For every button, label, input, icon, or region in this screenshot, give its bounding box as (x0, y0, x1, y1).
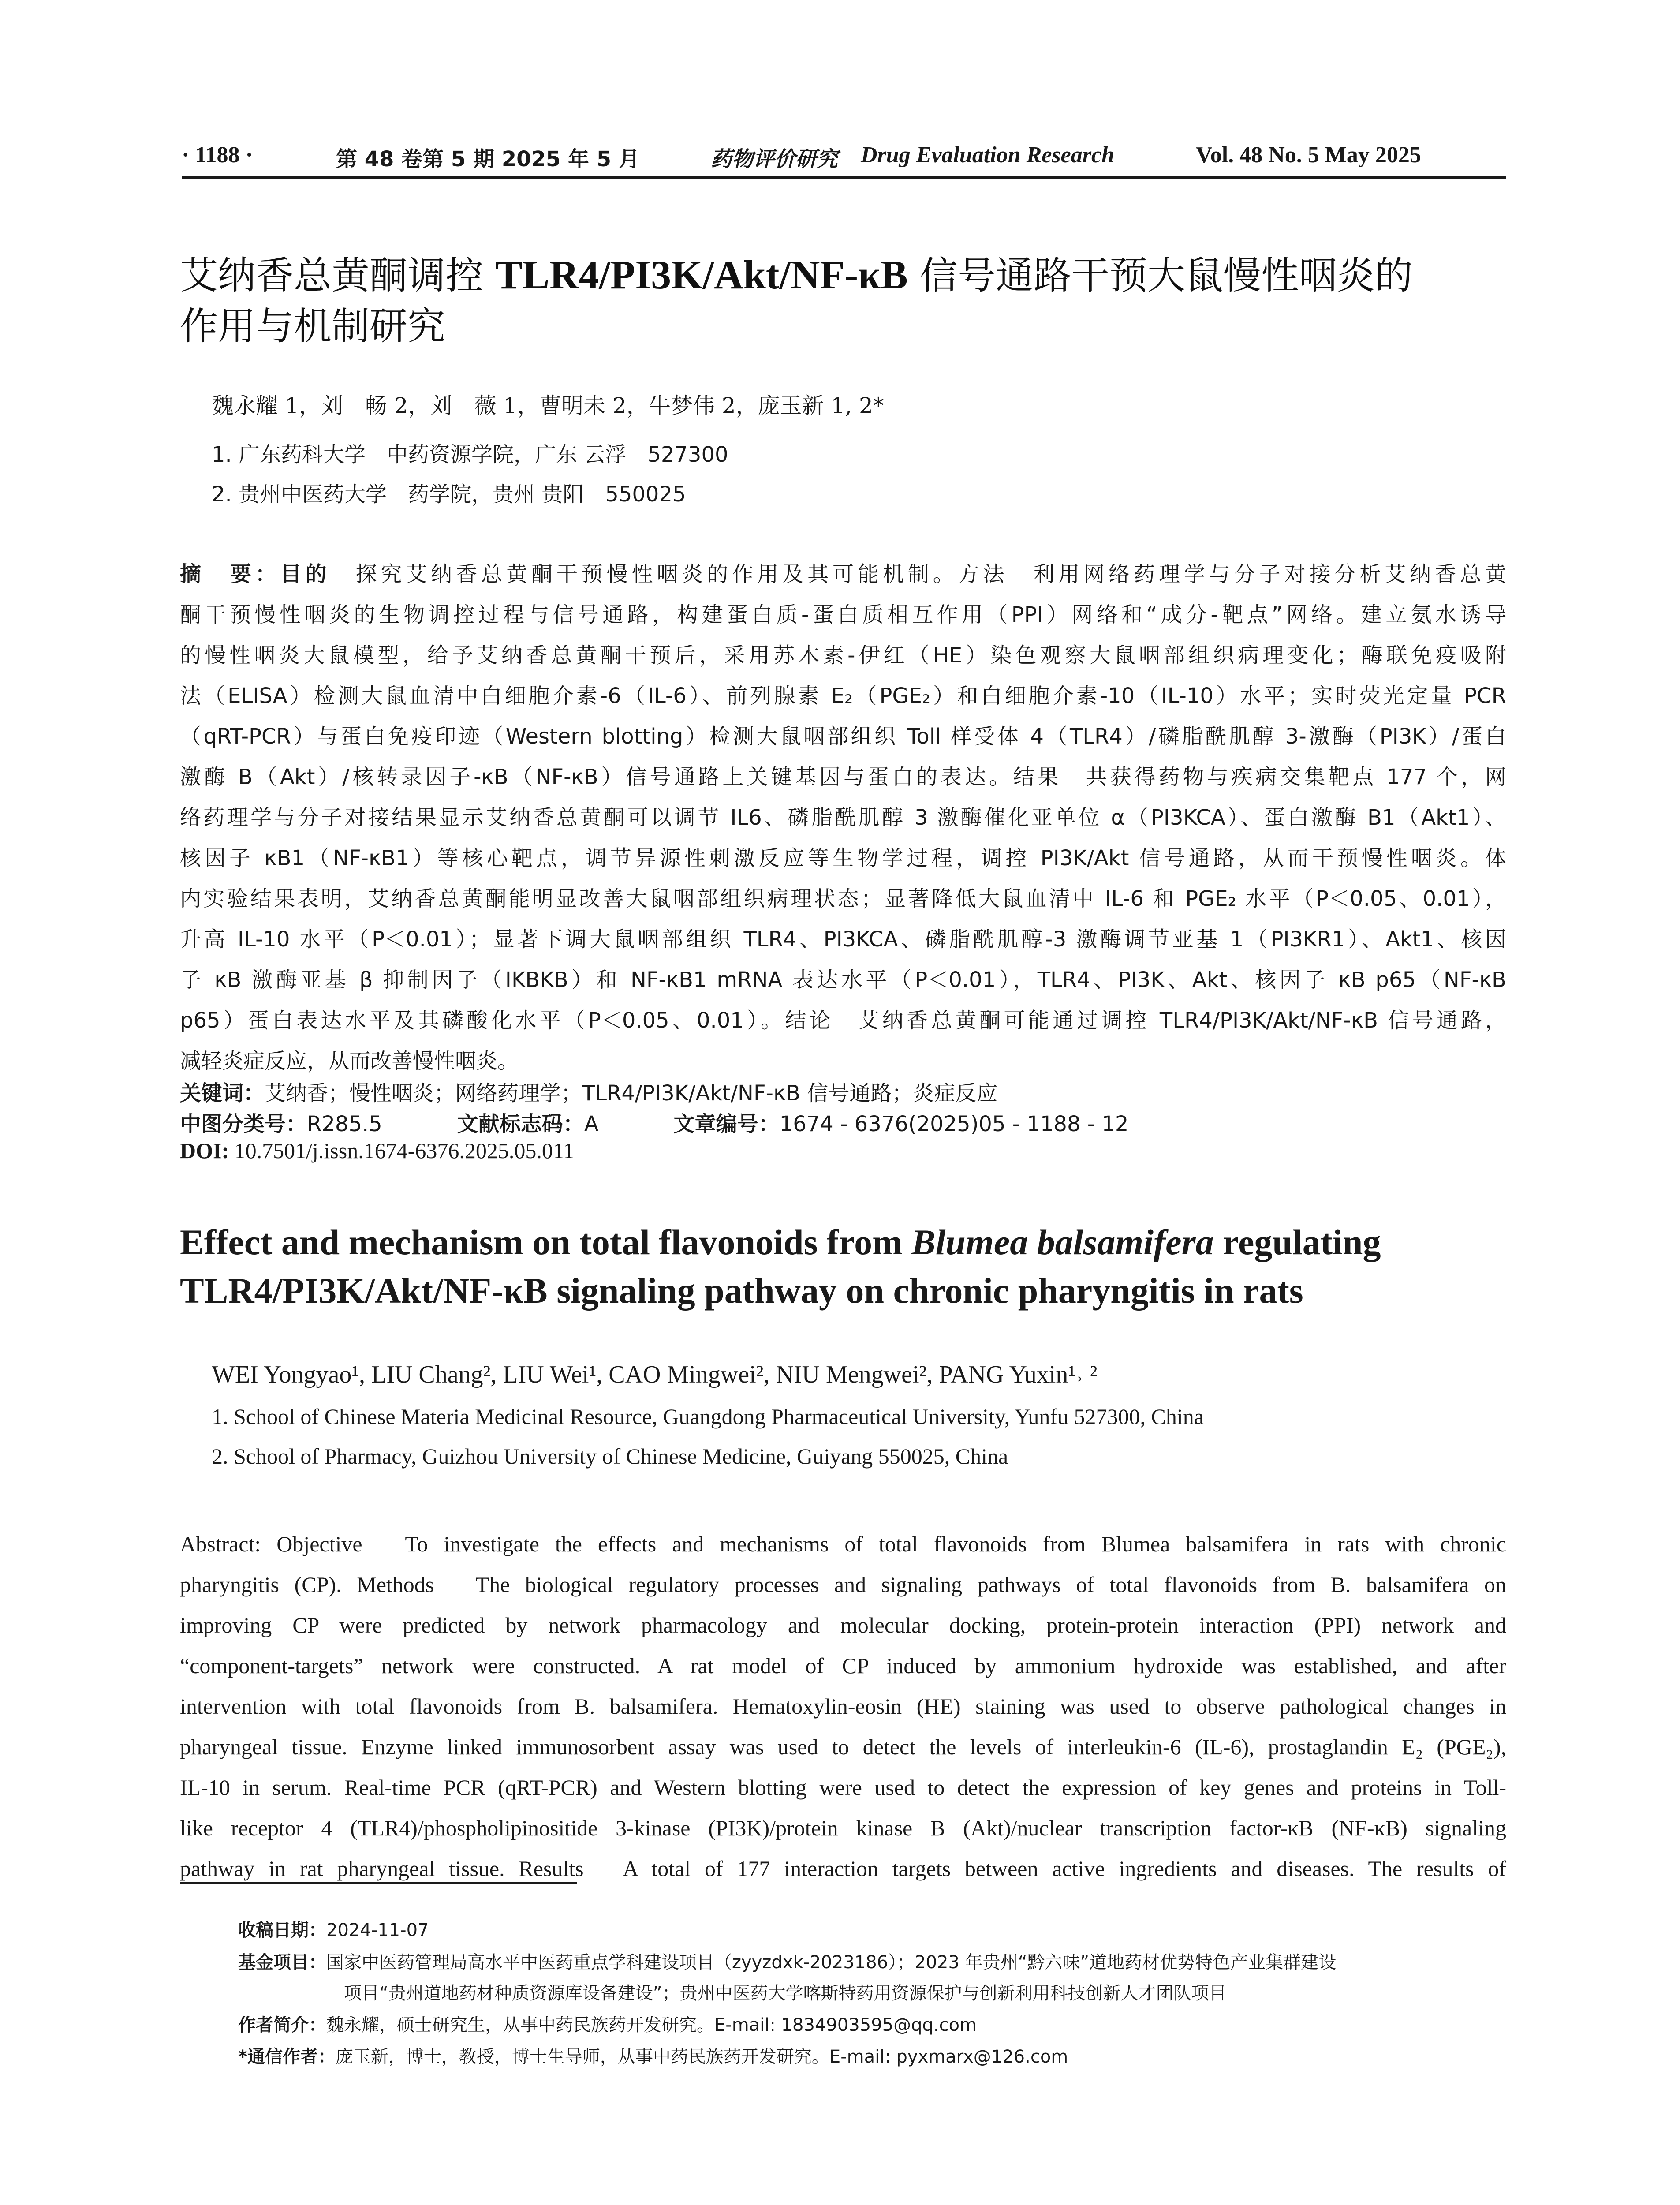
cn-affiliation-1: 1. 广东药科大学 中药资源学院，广东 云浮 527300 (212, 442, 728, 467)
journal-logo-cn: 药物评价研究 (711, 147, 838, 172)
cn-title-line-2: 作用与机制研究 (180, 304, 445, 348)
page-number: · 1188 · (182, 142, 253, 168)
footnote-funding-cont: 项目“贵州道地药材种质资源库设备建设”；贵州中医药大学喀斯特药用资源保护与创新利用科技创新人才团队项目 (344, 1983, 1227, 2003)
footnote-rule (180, 1882, 577, 1884)
cn-abstract-line: 激酶 B（Akt）/核转录因子-κB（NF-κB）信号通路上关键基因与蛋白的表达。结果 共获得药物与疾病交集靶点 177 个，网 (180, 765, 1506, 789)
running-header (182, 142, 1506, 172)
en-abstract-line: “component-targets” network were constructed. A rat model of CP induced by ammonium hydroxide was established, and after (180, 1653, 1506, 1678)
footnote-author-bio: 作者简介：魏永耀，硕士研究生，从事中药民族药开发研究。E-mail: 1834903595@qq.com (238, 2015, 977, 2035)
footnote-corresponding: *通信作者：庞玉新，博士，教授，博士生导师，从事中药民族药开发研究。E-mail: pyxmarx@126.com (238, 2047, 1068, 2067)
cn-affiliation-2: 2. 贵州中医药大学 药学院，贵州 贵阳 550025 (212, 482, 686, 507)
cn-abstract-line: p65）蛋白表达水平及其磷酸化水平（P＜0.05、0.01）。结论 艾纳香总黄酮可能通过调控 TLR4/PI3K/Akt/NF-κB 信号通路， (180, 1008, 1506, 1033)
cn-keywords: 关键词：艾纳香；慢性咽炎；网络药理学；TLR4/PI3K/Akt/NF-κB 信号通路；炎症反应 (180, 1081, 998, 1106)
cn-abstract-line: 核因子 κB1（NF-κB1）等核心靶点，调节异源性刺激反应等生物学过程，调控 PI3K/Akt 信号通路，从而干预慢性咽炎。体 (180, 846, 1506, 871)
cn-abstract-line: 摘 要：目的 探究艾纳香总黄酮干预慢性咽炎的作用及其可能机制。方法 利用网络药理学与分子对接分析艾纳香总黄 (180, 562, 1506, 587)
cn-authors: 魏永耀 1，刘 畅 2，刘 薇 1，曹明未 2，牛梦伟 2，庞玉新 1, 2* (212, 393, 884, 419)
en-affiliation-1: 1. School of Chinese Materia Medicinal Resource, Guangdong Pharmaceutical University, Yunfu 527300, China (212, 1404, 1204, 1429)
cn-classification: 中图分类号：R285.5 文献标志码：A 文章编号：1674 - 6376(2025)05 - 1188 - 12 (180, 1112, 1129, 1136)
cn-abstract-line: （qRT-PCR）与蛋白免疫印迹（Western blotting）检测大鼠咽部组织 Toll 样受体 4（TLR4）/磷脂酰肌醇 3-激酶（PI3K）/蛋白 (180, 724, 1506, 749)
en-abstract-line: improving CP were predicted by network pharmacology and molecular docking, protein-protein interaction (PPI) network and (180, 1613, 1506, 1637)
cn-abstract-line: 酮干预慢性咽炎的生物调控过程与信号通路，构建蛋白质-蛋白质相互作用（PPI）网络和“成分-靶点”网络。建立氨水诱导 (180, 602, 1506, 627)
en-title-line-2: TLR4/PI3K/Akt/NF-κB signaling pathway on chronic pharyngitis in rats (180, 1271, 1303, 1311)
en-abstract-line: pharyngitis (CP). Methods The biological regulatory processes and signaling pathways of total flavonoids from B. balsamifera on (180, 1572, 1506, 1597)
en-abstract-line: pharyngeal tissue. Enzyme linked immunosorbent assay was used to detect the levels of interleukin-6 (IL-6), prostaglandin E₂ (PGE₂), (180, 1734, 1506, 1759)
doi: DOI: 10.7501/j.issn.1674-6376.2025.05.011 (180, 1138, 574, 1163)
en-affiliation-2: 2. School of Pharmacy, Guizhou University of Chinese Medicine, Guiyang 550025, China (212, 1444, 1008, 1469)
en-abstract-line: intervention with total flavonoids from B. balsamifera. Hematoxylin-eosin (HE) staining was used to observe pathological changes in (180, 1694, 1506, 1719)
cn-abstract-line: 法（ELISA）检测大鼠血清中白细胞介素-6（IL-6）、前列腺素 E₂（PGE₂）和白细胞介素-10（IL-10）水平；实时荧光定量 PCR (180, 684, 1506, 708)
cn-abstract-line: 内实验结果表明，艾纳香总黄酮能明显改善大鼠咽部组织病理状态；显著降低大鼠血清中 IL-6 和 PGE₂ 水平（P＜0.05、0.01）， (180, 886, 1506, 911)
header-rule (182, 176, 1506, 179)
cn-abstract-line: 子 κB 激酶亚基 β 抑制因子（IKBKB）和 NF-κB1 mRNA 表达水平（P＜0.01），TLR4、PI3K、Akt、核因子 κB p65（NF-κB (180, 968, 1506, 992)
issue-info-cn: 第 48 卷第 5 期 2025 年 5 月 (336, 147, 640, 172)
en-abstract-line: Abstract: Objective To investigate the effects and mechanisms of total flavonoids from Blumea balsamifera in rats with chronic (180, 1532, 1506, 1556)
cn-abstract-line: 络药理学与分子对接结果显示艾纳香总黄酮可以调节 IL6、磷脂酰肌醇 3 激酶催化亚单位 α（PI3KCA）、蛋白激酶 B1（Akt1）、 (180, 805, 1506, 830)
en-abstract-line: like receptor 4 (TLR4)/phospholipinositide 3-kinase (PI3K)/protein kinase B (Akt)/nuclear transcription factor-κB (NF-κB) signaling (180, 1816, 1506, 1840)
en-authors: WEI Yongyao¹, LIU Chang², LIU Wei¹, CAO Mingwei², NIU Mengwei², PANG Yuxin¹˒ ² (212, 1361, 1098, 1388)
footnote-funding: 基金项目：国家中医药管理局高水平中医药重点学科建设项目（zyyzdxk-2023186）；2023 年贵州“黔六味”道地药材优势特色产业集群建设 (238, 1952, 1337, 1973)
en-abstract-line: IL-10 in serum. Real-time PCR (qRT-PCR) and Western blotting were used to detect the expression of key genes and proteins in Toll- (180, 1775, 1506, 1800)
cn-abstract-line: 的慢性咽炎大鼠模型，给予艾纳香总黄酮干预后，采用苏木素-伊红（HE）染色观察大鼠咽部组织病理变化；酶联免疫吸附 (180, 643, 1506, 668)
cn-title-line-1: 艾纳香总黄酮调控 TLR4/PI3K/Akt/NF-κB 信号通路干预大鼠慢性咽炎的 (180, 252, 1413, 298)
cn-abstract-line: 减轻炎症反应，从而改善慢性咽炎。 (180, 1049, 519, 1073)
issue-info-en: Vol. 48 No. 5 May 2025 (1196, 142, 1421, 168)
footnote-received: 收稿日期：2024-11-07 (238, 1920, 429, 1940)
en-title-line-1: Effect and mechanism on total flavonoids from Blumea balsamifera regulating (180, 1222, 1381, 1262)
en-abstract-line: pathway in rat pharyngeal tissue. Results A total of 177 interaction targets between active ingredients and diseases. The results of (180, 1856, 1506, 1881)
journal-name-en: Drug Evaluation Research (861, 142, 1114, 168)
cn-abstract-line: 升高 IL-10 水平（P＜0.01）；显著下调大鼠咽部组织 TLR4、PI3KCA、磷脂酰肌醇-3 激酶调节亚基 1（PI3KR1）、Akt1、核因 (180, 927, 1506, 952)
